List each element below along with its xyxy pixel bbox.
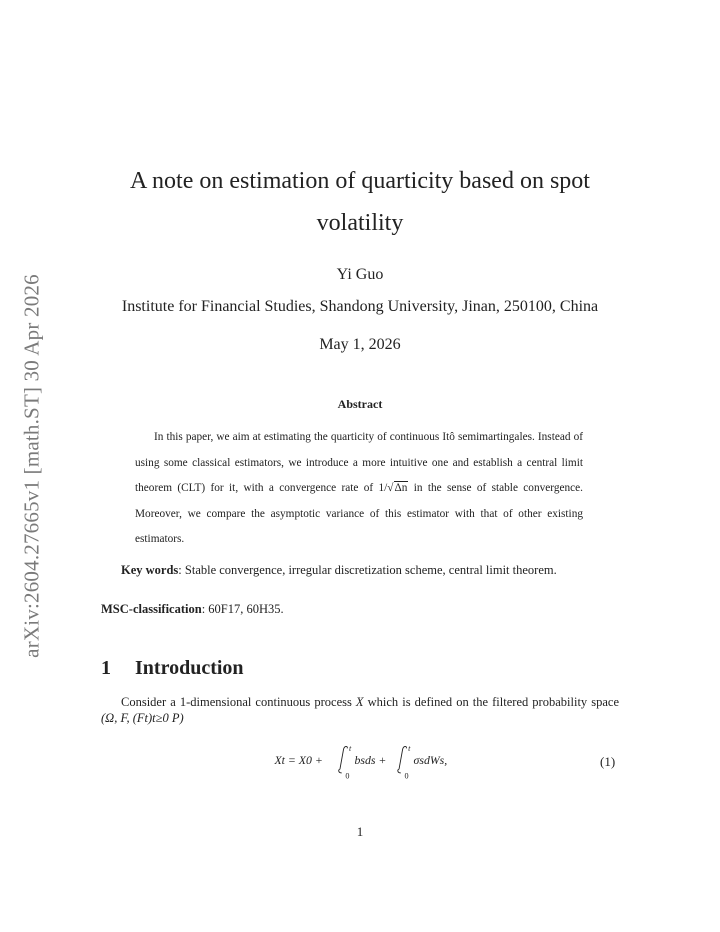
intro-text-b: which is defined on the filtered probability space: [363, 695, 619, 709]
equation-lhs: Xt = X0 +: [274, 752, 323, 767]
abstract-body: [135, 425, 583, 553]
integral-2-upper: t: [408, 744, 411, 754]
keywords-label: Key words: [121, 563, 179, 577]
abstract-text-1: In this paper, we aim at estimating the quarticity of continuous Itô semimartingales. Instead of using some classical estimators, we introduce a more intuitive one and establish a central limit theorem (CLT) for it, with a convergence rate of 1/: [135, 431, 583, 494]
arxiv-side-stamp: arXiv:2604.27665v1 [math.ST] 30 Apr 2026: [19, 274, 44, 658]
section-title: Introduction: [135, 657, 244, 679]
author-name: Yi Guo: [336, 266, 384, 283]
page-number: 1: [356, 824, 364, 839]
sqrt-symbol: √: [387, 482, 394, 494]
abstract-text-2: in the sense of stable convergence. Moreover, we compare the asymptotic variance of this estimator with that of other existing estimators.: [135, 482, 583, 545]
integral-1-upper: t: [349, 744, 352, 754]
msc-text: : 60F17, 60H35.: [201, 602, 284, 616]
intro-paragraph: [101, 694, 619, 726]
integral-sign-1: [339, 746, 348, 772]
equation-term-2: σsdWs,: [413, 752, 448, 767]
abstract-rate-symbol: Δn: [394, 482, 408, 494]
section-number: 1: [101, 657, 111, 679]
abstract-heading: Abstract: [337, 397, 383, 411]
section-heading: [101, 657, 244, 680]
integral-1-lower: 0: [345, 771, 350, 781]
keywords: [101, 562, 619, 578]
intro-text-a: Consider a 1-dimensional continuous process: [121, 695, 356, 709]
author-affiliation: Institute for Financial Studies, Shandong University, Jinan, 250100, China: [121, 298, 599, 315]
integral-2-lower: 0: [404, 771, 409, 781]
keywords-text: : Stable convergence, irregular discretization scheme, central limit theorem.: [178, 563, 557, 577]
probability-space: (Ω, F, (Ft)t≥0 P): [101, 711, 184, 725]
msc-classification: [101, 602, 619, 617]
msc-label: MSC-classification: [101, 602, 202, 616]
paper-date: May 1, 2026: [319, 336, 401, 353]
intro-variable: X: [355, 695, 364, 709]
paper-title: A note on estimation of quarticity based on spot volatility: [130, 168, 590, 236]
equation-1: [264, 742, 494, 782]
equation-number: (1): [600, 754, 616, 769]
integral-sign-2: [398, 746, 407, 772]
equation-term-1: bsds +: [354, 752, 387, 767]
